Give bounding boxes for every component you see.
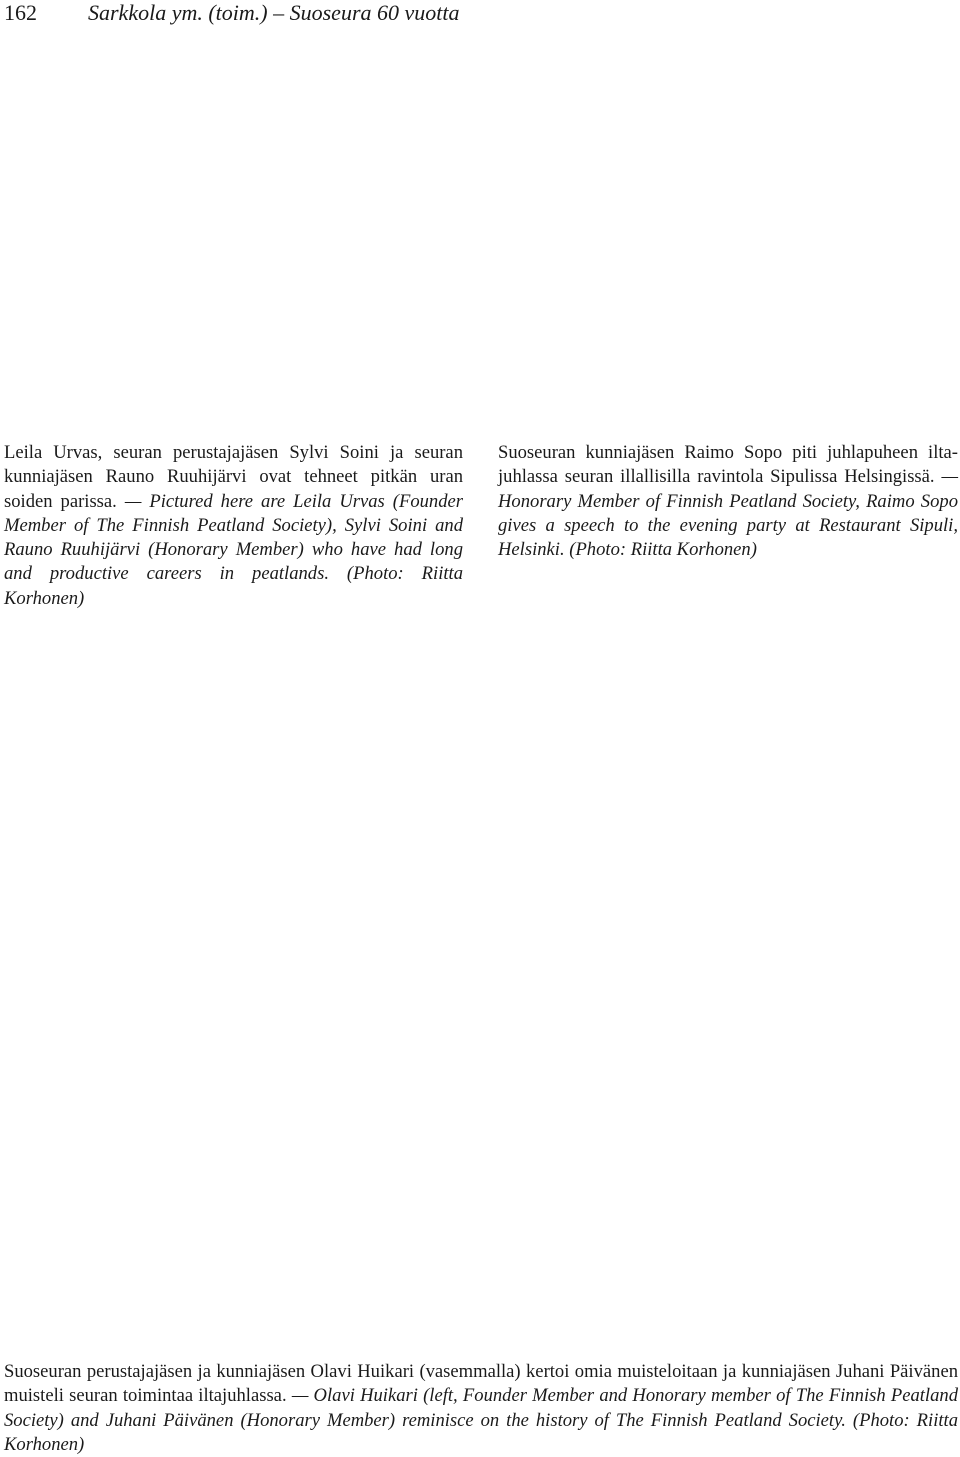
caption-english: — Honorary Member of Finnish Peatland Society, Raimo Sopo gives a speech to the evening party at Restaurant Sipuli, Helsinki. (Photo: Riitta Korhonen) <box>498 466 958 561</box>
caption-english: — Pictured here are Leila Urvas (Founder Member of The Finnish Peatland Society), Sylvi Soini and Rauno Ruuhijärvi (Honorary Member) who have had long and productive careers in peatlands. (Photo: Riitta Korhonen) <box>4 490 463 609</box>
caption-finnish: Suoseuran perustajajäsen ja kunniajäsen Olavi Huikari (vasemmalla) kertoi omia muisteloitaan ja kunniajäsen Juhani Päivänen muisteli seuran toimintaa iltajuhlassa. <box>4 1361 958 1407</box>
running-title: Sarkkola ym. (toim.) – Suoseura 60 vuotta <box>88 0 460 25</box>
caption-finnish: Suoseuran kunniajäsen Raimo Sopo piti juhlapuheen iltajuhlassa seuran illallisilla ravintola Sipulissa Helsingissä. <box>498 442 958 488</box>
page-number: 162 <box>4 0 37 25</box>
page-header <box>4 0 460 30</box>
photo-caption-sopo <box>498 441 958 562</box>
photo-caption-huikari-paivanen <box>4 1360 958 1457</box>
photo-caption-urvas-soini-ruuhijarvi <box>4 441 463 611</box>
caption-finnish: Leila Urvas, seuran perustajajäsen Sylvi Soini ja seuran kunniajäsen Rauno Ruuhijärvi ovat tehneet pitkän uran soiden parissa. <box>4 442 463 512</box>
caption-english: — Olavi Huikari (left, Founder Member and Honorary member of The Finnish Peatland Society) and Juhani Päivänen (Honorary Member) reminisce on the history of The Finnish Peatland Society. (Photo: Riitta Korhonen) <box>4 1385 958 1455</box>
